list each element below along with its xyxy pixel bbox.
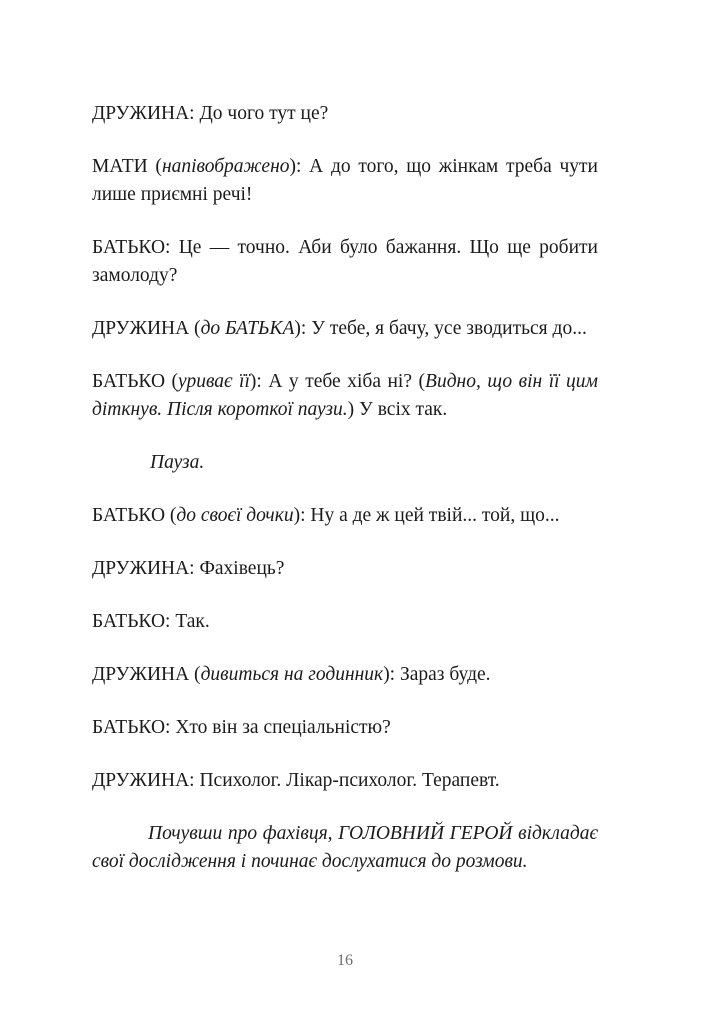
line-maty-1 xyxy=(92,153,598,209)
dialogue-text: ДРУЖИНА ( xyxy=(92,318,201,339)
stage-note-text: Видно, що він її цим діткнув. Після короткої паузи. xyxy=(92,371,598,420)
dialogue-text: БАТЬКО ( xyxy=(92,371,179,392)
line-druzhyna-3 xyxy=(92,555,598,583)
page-number: 16 xyxy=(337,952,353,969)
line-batko-2 xyxy=(92,368,598,424)
line-batko-1 xyxy=(92,234,598,290)
dialogue-text: ДРУЖИНА: До чого тут це? xyxy=(92,103,329,124)
stage-note-text: напівображено xyxy=(161,156,290,177)
dialogue-text: ): У тебе, я бачу, усе зводиться до... xyxy=(294,318,587,339)
line-druzhyna-5 xyxy=(92,767,598,795)
stage-note-hero xyxy=(92,820,598,876)
dialogue-text: ): Зараз буде. xyxy=(383,664,491,685)
line-druzhyna-1 xyxy=(92,100,598,128)
dialogue-text: БАТЬКО: Хто він за спеціальністю? xyxy=(92,717,391,738)
dialogue-text: ): А до того, що жінкам треба чути лише приємні речі! xyxy=(92,156,598,205)
stage-note-text: Пауза. xyxy=(150,452,205,473)
dialogue-text: БАТЬКО: Так. xyxy=(92,611,210,632)
script-paragraphs xyxy=(92,100,598,876)
line-druzhyna-4 xyxy=(92,661,598,689)
stage-note-text: уриває її xyxy=(178,371,250,392)
stage-note-text: Почувши про фахівця, ГОЛОВНИЙ ГЕРОЙ відкладає свої дослідження і починає дослухатися до розмови. xyxy=(92,823,598,872)
dialogue-text: ДРУЖИНА ( xyxy=(92,664,201,685)
line-batko-4 xyxy=(92,608,598,636)
script-text-block xyxy=(92,100,598,901)
line-batko-5 xyxy=(92,714,598,742)
dialogue-text: ДРУЖИНА: Фахівець? xyxy=(92,558,285,579)
dialogue-text: ): А у тебе хіба ні? ( xyxy=(249,371,426,392)
dialogue-text: ) У всіх так. xyxy=(347,399,448,420)
dialogue-text: МАТИ ( xyxy=(92,156,162,177)
dialogue-text: БАТЬКО ( xyxy=(92,505,177,526)
line-druzhyna-2 xyxy=(92,315,598,343)
stage-note-pause xyxy=(150,449,598,477)
stage-note-text: до своєї дочки xyxy=(176,505,294,526)
dialogue-text: БАТЬКО: Це — точно. Аби було бажання. Що ще робити замолоду? xyxy=(92,237,598,286)
dialogue-text: ): Ну а де ж цей твій... той, що... xyxy=(293,505,560,526)
dialogue-text: ДРУЖИНА: Психолог. Лікар-психолог. Терапевт. xyxy=(92,770,500,791)
line-batko-3 xyxy=(92,502,598,530)
stage-note-text: до БАТЬКА xyxy=(200,318,295,339)
stage-note-text: дивиться на годинник xyxy=(200,664,384,685)
